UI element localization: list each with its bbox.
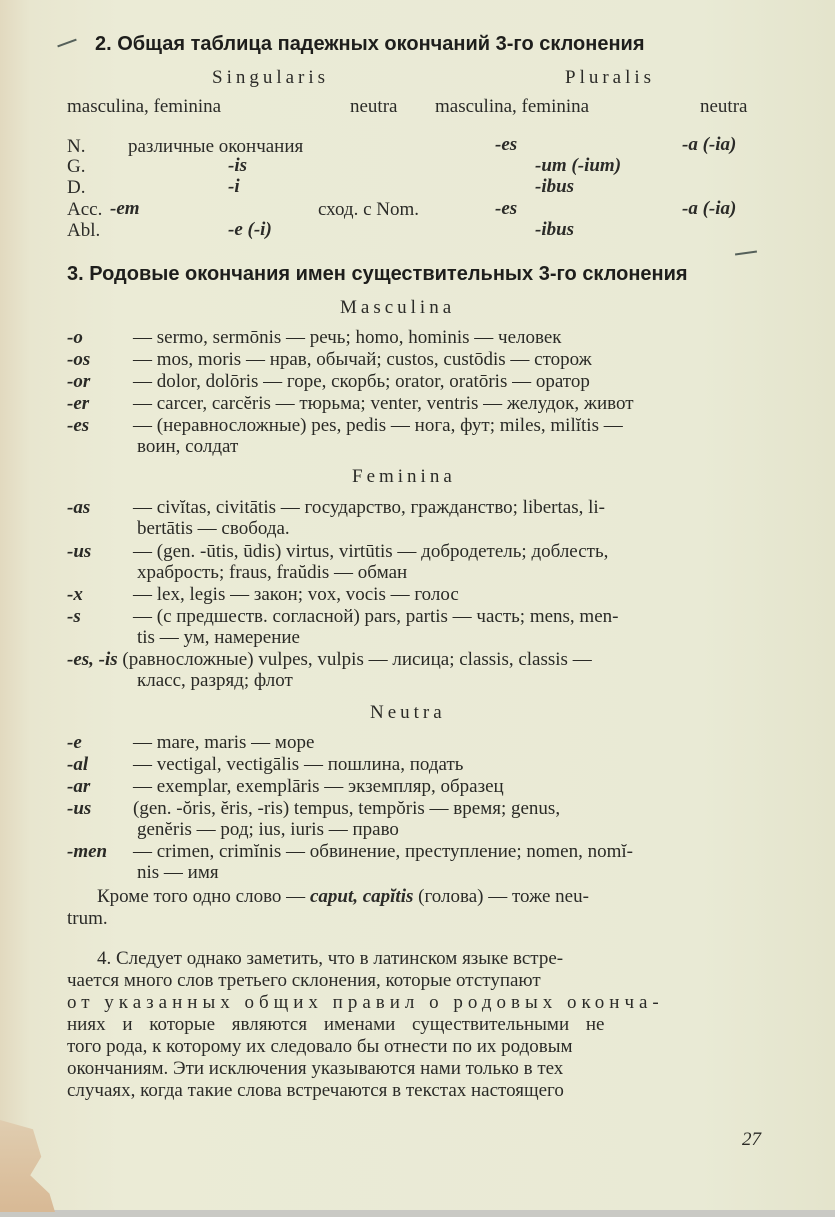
cell: -es [495, 134, 518, 155]
list-item: -o — sermo, sermōnis — речь; homo, hominis — человек [67, 327, 562, 348]
case-label: G. [67, 156, 86, 177]
section-3-title: 3. Родовые окончания имен существительных 3-го склонения [67, 263, 688, 285]
page-number: 27 [742, 1129, 761, 1150]
paragraph-line: 4. Следует однако заметить, что в латинском языке встре- [97, 948, 564, 969]
cell: -a (-ia) [682, 198, 737, 219]
cell: -em [110, 198, 140, 219]
list-item-continuation: genĕris — род; ius, iuris — право [137, 819, 399, 840]
section-2-title: 2. Общая таблица падежных окончаний 3-го склонения [95, 33, 645, 55]
list-item-continuation: храбрость; fraus, fraŭdis — обман [137, 562, 408, 583]
list-item: -as — civĭtas, civitātis — государство, гражданство; libertas, li- [67, 497, 605, 518]
feminina-heading: Feminina [352, 466, 456, 487]
list-item-continuation: воин, солдат [137, 436, 239, 457]
cell: различные окончания [128, 136, 304, 157]
cell: -is [228, 155, 247, 176]
case-label: D. [67, 177, 86, 198]
list-item: -us (gen. -ŏris, ĕris, -ris) tempus, tempŏris — время; genus, [67, 798, 561, 819]
list-item: -s — (с предшеств. согласной) pars, partis — часть; mens, men- [67, 606, 619, 627]
paragraph-line: от указанных общих правил о родовых оконча- [67, 992, 664, 1013]
list-item-continuation: класс, разряд; флот [137, 670, 293, 691]
cell: -a (-ia) [682, 134, 737, 155]
list-item: -ar — exemplar, exemplāris — экземпляр, образец [67, 776, 504, 797]
col-header-pl-n: neutra [700, 96, 748, 117]
col-header-sg-mf: masculina, feminina [67, 96, 222, 117]
case-label: N. [67, 136, 86, 157]
case-label: Abl. [67, 220, 101, 241]
list-item-continuation: nis — имя [137, 862, 219, 883]
paragraph-line: того рода, к которому их следовало бы отнести по их родовым [67, 1036, 573, 1057]
list-item: -x — lex, legis — закон; vox, vocis — голос [67, 584, 459, 605]
singularis-heading: Singularis [212, 67, 330, 88]
cell: -um (-ium) [535, 155, 622, 176]
list-item: -e — mare, maris — море [67, 732, 315, 753]
cell: -ibus [535, 176, 575, 197]
cell: -i [228, 176, 240, 197]
list-item: -or — dolor, dolōris — горе, скорбь; orator, oratōris — оратор [67, 371, 590, 392]
cell: -e (-i) [228, 219, 272, 240]
neutra-heading: Neutra [370, 702, 446, 723]
list-item: -us — (gen. -ūtis, ūdis) virtus, virtūtis — добродетель; доблесть, [67, 541, 609, 562]
paragraph-line: окончаниям. Эти исключения указываются нами только в тех [67, 1058, 564, 1079]
list-item: -es — (неравносложные) pes, pedis — нога, фут; miles, milĭtis — [67, 415, 623, 436]
list-item: -os — mos, moris — нрав, обычай; custos, custōdis — сторож [67, 349, 592, 370]
cell: -es [495, 198, 518, 219]
case-label: Acc. [67, 199, 103, 220]
col-header-sg-n: neutra [350, 96, 398, 117]
paragraph-line: случаях, когда такие слова встречаются в текстах настоящего [67, 1080, 564, 1101]
pluralis-heading: Pluralis [565, 67, 656, 88]
neutra-note-continuation: trum. [67, 908, 108, 929]
list-item: -men — crimen, crimĭnis — обвинение, преступление; nomen, nomĭ- [67, 841, 633, 862]
list-item: -er — carcer, carcĕris — тюрьма; venter, ventris — желудок, живот [67, 393, 634, 414]
list-item: -es, -is (равносложные) vulpes, vulpis — лисица; classis, classis — [67, 649, 592, 670]
list-item: -al — vectigal, vectigālis — пошлина, подать [67, 754, 464, 775]
paragraph-line: чается много слов третьего склонения, которые отступают [67, 970, 541, 991]
paragraph-line: ниях и которые являются именами существительными не [67, 1014, 605, 1035]
cell: -ibus [535, 219, 575, 240]
scan-border [0, 1210, 835, 1217]
col-header-pl-mf: masculina, feminina [435, 96, 590, 117]
list-item-continuation: tis — ум, намерение [137, 627, 300, 648]
list-item-continuation: bertātis — свобода. [137, 518, 290, 539]
cell: сход. с Nom. [318, 199, 420, 220]
masculina-heading: Masculina [340, 297, 456, 318]
neutra-note: Кроме того одно слово — caput, capĭtis (голова) — тоже neu- [97, 886, 589, 907]
